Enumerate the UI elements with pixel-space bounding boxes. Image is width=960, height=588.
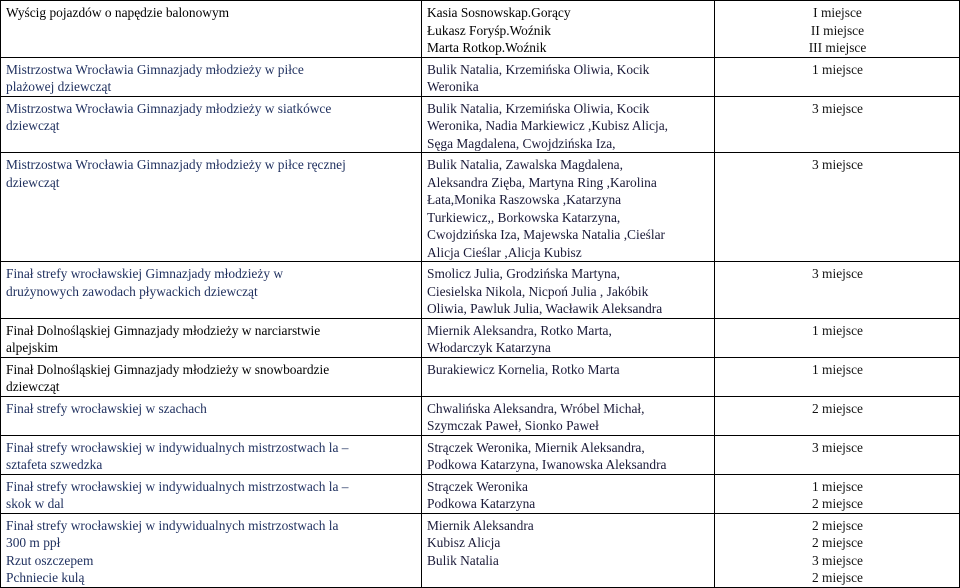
competition-cell [1,435,422,474]
competition-line: Wyścig pojazdów o napędzie balonowym [6,5,230,20]
competition-line: Mistrzostwa Wrocławia Gimnazjady młodzieży w siatkówce [6,100,332,116]
place-line: 2 miejsce [812,496,863,511]
participant-line [427,22,710,40]
competition-line: Finał strefy wrocławskiej w szachach [6,400,207,416]
competition-line: dziewcząt [6,118,60,133]
team-cell [422,1,715,58]
place-line: 3 miejsce [812,439,863,455]
team-line: Weronika, Nadia Markiewicz ,Kubisz Alicja, [427,118,668,133]
competition-cell [1,153,422,262]
place-cell [715,396,960,435]
place-cell [715,96,960,153]
table-row [1,435,960,474]
place-line: 1 miejsce [812,61,863,77]
team-line: Weronika [427,79,479,94]
competition-line: dziewcząt [6,379,60,394]
place-cell [715,1,960,58]
competition-cell [1,96,422,153]
table-row [1,357,960,396]
tutor-name: p.Woźnik [495,40,547,55]
team-line: Podkowa Katarzyna [427,496,536,511]
place-line: 3 miejsce [812,266,863,281]
team-line: Bulik Natalia [427,552,499,568]
team-line: Szymczak Paweł, Sionko Paweł [427,418,599,433]
participant-line [427,4,710,22]
competition-line: Mistrzostwa Wrocławia Gimnazjady młodzieży w piłce [6,61,304,77]
place-line: III miejsce [808,40,867,55]
team-line: Sęga Magdalena, Cwojdzińska Iza, [427,135,616,151]
team-line: Aleksandra Zięba, Martyna Ring ,Karolina [427,174,657,190]
place-cell [715,262,960,319]
place-cell [715,57,960,96]
team-line: Strączek Weronika [427,478,528,494]
table-row [1,396,960,435]
team-line: Turkiewicz,, Borkowska Katarzyna, [427,209,621,225]
team-line: Ciesielska Nikola, Nicpoń Julia , Jakóbik [427,283,649,299]
participant-line [427,39,710,57]
competition-line: Rzut oszczepem [6,552,94,568]
place-line: 3 miejsce [812,157,863,172]
competition-cell [1,513,422,587]
competition-cell [1,57,422,96]
participant-name: Marta Rotko [427,40,496,55]
tutor-name: p.Woźnik [499,22,551,38]
place-line: 2 miejsce [812,517,863,533]
competition-cell [1,357,422,396]
competition-line: Finał strefy wrocławskiej w indywidualnych mistrzostwach la [6,517,339,533]
table-row [1,318,960,357]
place-cell [715,435,960,474]
table-row [1,96,960,153]
team-line: Włodarczyk Katarzyna [427,340,551,355]
competition-cell [1,474,422,513]
team-cell [422,318,715,357]
participant-name: Kasia Sosnowska [427,5,522,20]
tutor-name: p.Gorący [521,5,571,20]
competition-line: Finał strefy wrocławskiej w indywidualnych mistrzostwach la – [6,478,349,494]
place-line: 3 miejsce [812,100,863,116]
place-line: 2 miejsce [812,570,863,585]
team-line: Burakiewicz Kornelia, Rotko Marta [427,361,620,377]
competition-line: Mistrzostwa Wrocławia Gimnazjady młodzieży w piłce ręcznej [6,157,346,172]
team-line: Podkowa Katarzyna, Iwanowska Aleksandra [427,457,667,472]
team-line: Oliwia, Pawluk Julia, Wacławik Aleksandra [427,301,663,316]
table-row [1,1,960,58]
team-line: Bulik Natalia, Krzemińska Oliwia, Kocik [427,61,650,77]
competition-line: plażowej dziewcząt [6,79,112,94]
competition-line: Pchniecie kulą [6,570,85,585]
place-cell [715,318,960,357]
team-cell [422,262,715,319]
participant-name: Łukasz Foryś [427,22,500,38]
team-cell [422,396,715,435]
team-line: Bulik Natalia, Zawalska Magdalena, [427,157,623,172]
competition-cell [1,262,422,319]
team-line: Strączek Weronika, Miernik Aleksandra, [427,439,645,455]
table-row [1,262,960,319]
team-cell [422,96,715,153]
team-line: Chwalińska Aleksandra, Wróbel Michał, [427,400,645,416]
table-row [1,153,960,262]
place-line: 1 miejsce [812,478,863,494]
competition-line: Finał Dolnośląskiej Gimnazjady młodzieży w snowboardzie [6,361,330,377]
place-cell [715,474,960,513]
place-line: 3 miejsce [812,552,863,568]
team-line: Kubisz Alicja [427,535,501,550]
competition-line: 300 m ppł [6,535,61,550]
team-line: Cwojdzińska Iza, Majewska Natalia ,Cieślar [427,227,665,242]
competition-line: alpejskim [6,340,59,355]
team-cell [422,474,715,513]
place-line: 1 miejsce [812,361,863,377]
place-cell [715,153,960,262]
competition-line: sztafeta szwedzka [6,457,103,472]
team-cell [422,435,715,474]
place-line: I miejsce [813,5,862,20]
team-cell [422,153,715,262]
place-line: 2 miejsce [812,400,863,416]
place-line: 2 miejsce [812,535,863,550]
place-cell [715,357,960,396]
competition-cell [1,396,422,435]
table-row [1,513,960,587]
competition-line: Finał strefy wrocławskiej w indywidualnych mistrzostwach la – [6,439,349,455]
place-line: II miejsce [810,22,865,38]
competition-cell [1,318,422,357]
team-cell [422,57,715,96]
competition-line: skok w dal [6,496,65,511]
table-row [1,474,960,513]
team-line: Miernik Aleksandra, Rotko Marta, [427,322,612,338]
team-line: Miernik Aleksandra [427,517,534,533]
team-line: Alicja Cieślar ,Alicja Kubisz [427,244,582,260]
team-cell [422,357,715,396]
team-line: Łata,Monika Raszowska ,Katarzyna [427,192,622,207]
competition-line: drużynowych zawodach pływackich dziewcząt [6,283,258,299]
place-cell [715,513,960,587]
competition-cell [1,1,422,58]
table-row [1,57,960,96]
competition-line: Finał strefy wrocławskiej Gimnazjady młodzieży w [6,266,284,281]
competition-line: dziewcząt [6,174,60,190]
team-cell [422,513,715,587]
team-line: Bulik Natalia, Krzemińska Oliwia, Kocik [427,100,650,116]
team-line: Smolicz Julia, Grodzińska Martyna, [427,266,621,281]
competition-line: Finał Dolnośląskiej Gimnazjady młodzieży w narciarstwie [6,322,321,338]
place-line: 1 miejsce [812,322,863,338]
